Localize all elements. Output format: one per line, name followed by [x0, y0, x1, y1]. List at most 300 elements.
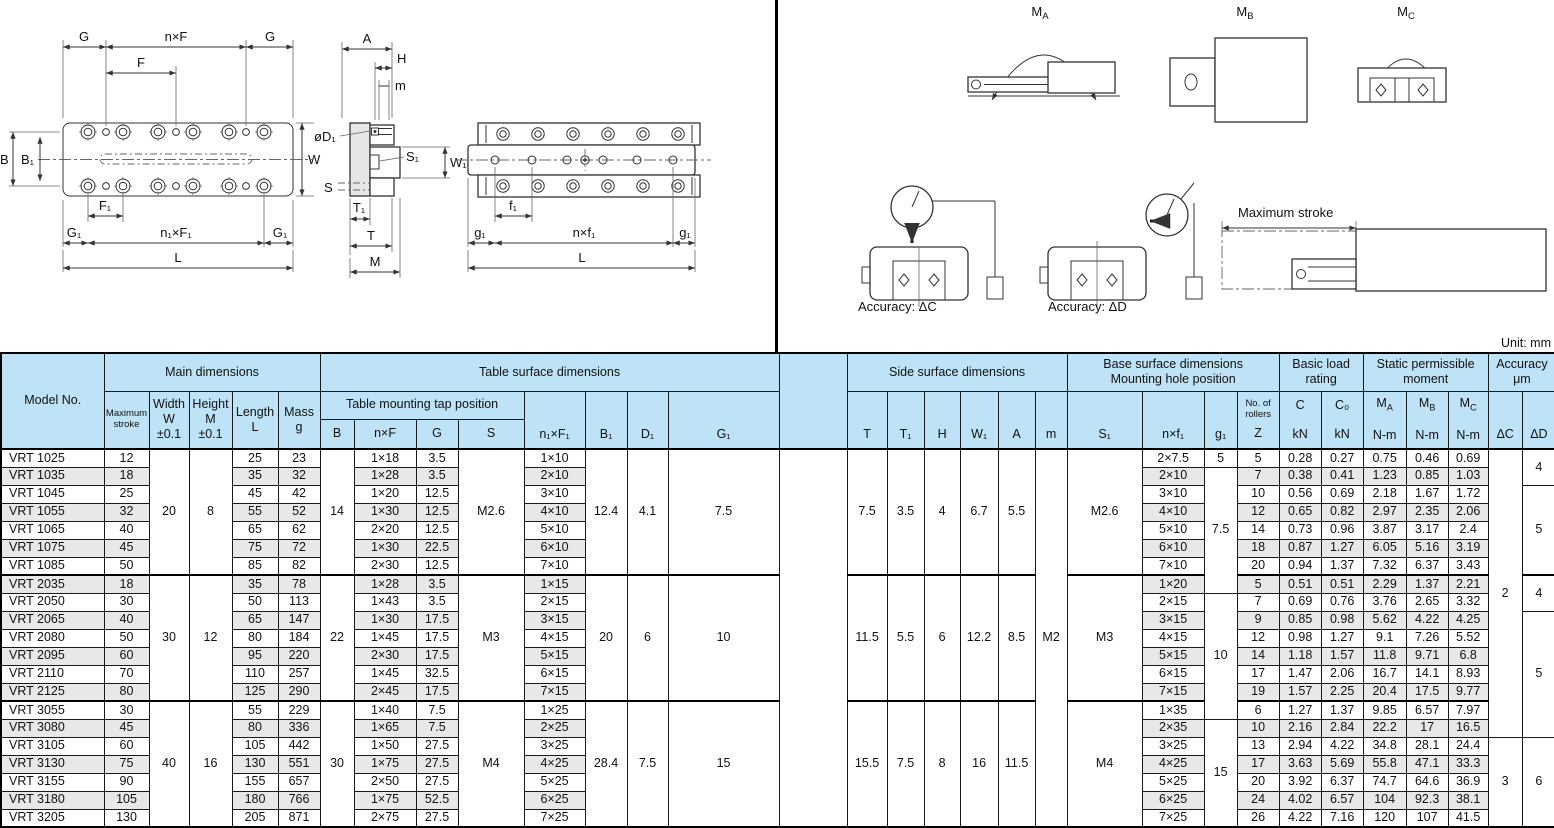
drawing-accuracy	[840, 155, 1554, 325]
mb-cell: 47.1	[1406, 755, 1448, 773]
ma-cell: 74.7	[1363, 773, 1406, 791]
n1xf1-cell: 2×15	[524, 593, 585, 611]
mass-cell: 82	[278, 557, 320, 575]
stroke-cell: 18	[104, 467, 149, 485]
merged-cell-g1: 10	[1204, 593, 1237, 719]
z-cell: 9	[1237, 611, 1279, 629]
n1xf1-cell: 1×15	[524, 575, 585, 593]
merged-cell-G1: 15	[668, 701, 779, 827]
mass-cell: 32	[278, 467, 320, 485]
mb-cell: 0.85	[1406, 467, 1448, 485]
nxf-cell: 1×28	[354, 467, 416, 485]
nxf-cell: 1×45	[354, 665, 416, 683]
mc-cell: 4.25	[1448, 611, 1488, 629]
g-cell: 22.5	[416, 539, 458, 557]
dim-label-a: A	[362, 31, 372, 46]
c0-cell: 1.57	[1321, 647, 1363, 665]
drawing-cross-section	[300, 0, 480, 312]
nxf1-cell: 4×15	[1142, 629, 1204, 647]
n1xf1-cell: 4×25	[524, 755, 585, 773]
z-cell: 17	[1237, 665, 1279, 683]
c-cell: 2.16	[1279, 719, 1321, 737]
group-header-table-surface: Table surface dimensions	[320, 353, 779, 391]
g-cell: 17.5	[416, 647, 458, 665]
n1xf1-cell: 6×15	[524, 665, 585, 683]
z-cell: 26	[1237, 809, 1279, 827]
g-cell: 3.5	[416, 593, 458, 611]
mb-cell: 9.71	[1406, 647, 1448, 665]
dim-label-g1-side-right: g₁	[679, 225, 691, 240]
col-header-mass: Mass g	[278, 391, 320, 449]
z-cell: 14	[1237, 521, 1279, 539]
col-header-nxf1: n×f₁	[1142, 391, 1204, 449]
col-header-n1xf1: n₁×F₁	[524, 391, 585, 449]
length-cell: 95	[232, 647, 278, 665]
n1xf1-cell: 7×25	[524, 809, 585, 827]
nxf1-cell: 2×35	[1142, 719, 1204, 737]
nxf-cell: 1×30	[354, 611, 416, 629]
c0-cell: 6.57	[1321, 791, 1363, 809]
nxf1-cell: 7×10	[1142, 557, 1204, 575]
mb-cell: 7.26	[1406, 629, 1448, 647]
mass-cell: 72	[278, 539, 320, 557]
n1xf1-cell: 6×10	[524, 539, 585, 557]
model-cell: VRT 3105	[1, 737, 104, 755]
merged-cell-sp	[779, 449, 847, 827]
c0-cell: 0.51	[1321, 575, 1363, 593]
col-header-mb: $M_B$ N-m	[1406, 391, 1448, 449]
dim-label-s: S	[324, 180, 333, 195]
dim-label-g-right: G	[264, 29, 276, 44]
ma-cell: 0.75	[1363, 449, 1406, 467]
n1xf1-cell: 7×15	[524, 683, 585, 701]
n1xf1-cell: 4×10	[524, 503, 585, 521]
merged-cell-B1: 20	[585, 575, 627, 701]
mc-cell: 5.52	[1448, 629, 1488, 647]
merged-cell-D1: 4.1	[627, 449, 668, 575]
mass-cell: 229	[278, 701, 320, 719]
nxf1-cell: 3×15	[1142, 611, 1204, 629]
length-cell: 205	[232, 809, 278, 827]
stroke-cell: 12	[104, 449, 149, 467]
merged-cell-S1: M4	[1067, 701, 1142, 827]
mc-cell: 9.77	[1448, 683, 1488, 701]
g-cell: 7.5	[416, 719, 458, 737]
length-cell: 155	[232, 773, 278, 791]
table-row	[1, 575, 1554, 593]
length-cell: 55	[232, 701, 278, 719]
n1xf1-cell: 1×10	[524, 449, 585, 467]
c0-cell: 1.27	[1321, 629, 1363, 647]
mb-cell: 17	[1406, 719, 1448, 737]
mc-cell: 0.69	[1448, 449, 1488, 467]
merged-cell-m: M2	[1035, 449, 1067, 827]
dim-label-m: m	[395, 78, 406, 93]
n1xf1-cell: 5×25	[524, 773, 585, 791]
group-header-static-moment: Static permissible moment	[1363, 353, 1488, 391]
ma-cell: 5.62	[1363, 611, 1406, 629]
dim-label-m2: M	[369, 254, 381, 269]
c0-cell: 4.22	[1321, 737, 1363, 755]
stroke-cell: 30	[104, 701, 149, 719]
merged-cell-g1: 15	[1204, 719, 1237, 827]
nxf-cell: 1×18	[354, 449, 416, 467]
mc-cell: 1.03	[1448, 467, 1488, 485]
nxf-cell: 1×28	[354, 575, 416, 593]
g-cell: 52.5	[416, 791, 458, 809]
col-header-dc: ΔC	[1488, 391, 1522, 449]
c0-cell: 1.27	[1321, 539, 1363, 557]
ma-cell: 104	[1363, 791, 1406, 809]
bolt-holes-icon	[79, 123, 273, 195]
col-header-m: m	[1035, 391, 1067, 449]
n1xf1-cell: 2×25	[524, 719, 585, 737]
stroke-cell: 105	[104, 791, 149, 809]
mc-cell: 36.9	[1448, 773, 1488, 791]
col-header-rollers: No. of rollers Z	[1237, 391, 1279, 449]
nxf1-cell: 3×10	[1142, 485, 1204, 503]
dim-label-f: F	[137, 55, 145, 70]
merged-cell-S: M2.6	[458, 449, 524, 575]
mb-cell: 6.57	[1406, 701, 1448, 719]
nxf-cell: 1×45	[354, 629, 416, 647]
model-cell: VRT 1075	[1, 539, 104, 557]
n1xf1-cell: 7×10	[524, 557, 585, 575]
dim-label-s1: S₁	[406, 149, 420, 164]
c0-cell: 0.69	[1321, 485, 1363, 503]
mb-cell: 5.16	[1406, 539, 1448, 557]
merged-cell-dC: 2	[1488, 449, 1522, 737]
mb-cell: 17.5	[1406, 683, 1448, 701]
c0-cell: 0.98	[1321, 611, 1363, 629]
c-cell: 0.65	[1279, 503, 1321, 521]
g-cell: 27.5	[416, 737, 458, 755]
c-cell: 0.56	[1279, 485, 1321, 503]
mc-cell: 2.4	[1448, 521, 1488, 539]
merged-cell-W1: 6.7	[960, 449, 998, 575]
g-cell: 17.5	[416, 629, 458, 647]
c-cell: 0.94	[1279, 557, 1321, 575]
z-cell: 10	[1237, 485, 1279, 503]
mb-cell: 4.22	[1406, 611, 1448, 629]
stroke-cell: 75	[104, 755, 149, 773]
nxf-cell: 1×20	[354, 485, 416, 503]
nxf1-cell: 6×25	[1142, 791, 1204, 809]
mass-cell: 23	[278, 449, 320, 467]
n1xf1-cell: 3×25	[524, 737, 585, 755]
z-cell: 17	[1237, 755, 1279, 773]
mass-cell: 113	[278, 593, 320, 611]
model-cell: VRT 1055	[1, 503, 104, 521]
mb-cell: 64.6	[1406, 773, 1448, 791]
merged-cell-G1: 10	[668, 575, 779, 701]
nxf-cell: 1×43	[354, 593, 416, 611]
mb-cell: 1.37	[1406, 575, 1448, 593]
mass-cell: 62	[278, 521, 320, 539]
ma-cell: 2.97	[1363, 503, 1406, 521]
col-header-g1-cap: G₁	[668, 391, 779, 449]
c-cell: 0.98	[1279, 629, 1321, 647]
dim-label-g1-left: G₁	[66, 225, 82, 240]
merged-cell-S1: M2.6	[1067, 449, 1142, 575]
ma-cell: 1.23	[1363, 467, 1406, 485]
dim-label-f1: F₁	[98, 198, 112, 213]
merged-cell-dD: 5	[1522, 485, 1554, 575]
n1xf1-cell: 4×15	[524, 629, 585, 647]
mc-cell: 2.21	[1448, 575, 1488, 593]
mc-cell: 24.4	[1448, 737, 1488, 755]
merged-cell-S1: M3	[1067, 575, 1142, 701]
dim-label-t: T	[367, 228, 375, 243]
ma-cell: 2.29	[1363, 575, 1406, 593]
length-cell: 125	[232, 683, 278, 701]
merged-cell-W: 30	[149, 575, 189, 701]
mass-cell: 78	[278, 575, 320, 593]
dim-label-g1-right: G₁	[272, 225, 288, 240]
z-cell: 5	[1237, 449, 1279, 467]
mb-cell: 14.1	[1406, 665, 1448, 683]
stroke-cell: 40	[104, 521, 149, 539]
dim-label-l: L	[174, 250, 182, 265]
dim-label-nxf: n×F	[164, 29, 188, 44]
mc-cell: 7.97	[1448, 701, 1488, 719]
z-cell: 13	[1237, 737, 1279, 755]
mc-cell: 3.32	[1448, 593, 1488, 611]
merged-cell-B: 14	[320, 449, 354, 575]
dim-label-f1-side: f₁	[509, 198, 517, 213]
group-header-side-surface: Side surface dimensions	[847, 353, 1067, 391]
col-header-s: S	[458, 419, 524, 449]
length-cell: 75	[232, 539, 278, 557]
length-cell: 35	[232, 575, 278, 593]
model-cell: VRT 2050	[1, 593, 104, 611]
mass-cell: 551	[278, 755, 320, 773]
merged-cell-B1: 12.4	[585, 449, 627, 575]
c-cell: 1.18	[1279, 647, 1321, 665]
col-header-a: A	[998, 391, 1035, 449]
drawing-moments	[940, 0, 1554, 150]
g-cell: 3.5	[416, 467, 458, 485]
model-cell: VRT 1035	[1, 467, 104, 485]
mc-cell: 3.43	[1448, 557, 1488, 575]
mass-cell: 147	[278, 611, 320, 629]
dim-label-nxf1-side: n×f₁	[572, 225, 596, 240]
merged-cell-T: 15.5	[847, 701, 887, 827]
dim-label-g-left: G	[78, 29, 90, 44]
z-cell: 12	[1237, 503, 1279, 521]
mb-cell: 6.37	[1406, 557, 1448, 575]
model-cell: VRT 2125	[1, 683, 104, 701]
stroke-cell: 60	[104, 737, 149, 755]
spec-table	[0, 352, 1554, 828]
merged-cell-G1: 7.5	[668, 449, 779, 575]
merged-cell-dD: 4	[1522, 575, 1554, 611]
c0-cell: 0.82	[1321, 503, 1363, 521]
merged-cell-D1: 7.5	[627, 701, 668, 827]
c-cell: 2.94	[1279, 737, 1321, 755]
mb-cell: 92.3	[1406, 791, 1448, 809]
model-cell: VRT 2095	[1, 647, 104, 665]
mc-cell: 1.72	[1448, 485, 1488, 503]
z-cell: 10	[1237, 719, 1279, 737]
g-cell: 17.5	[416, 683, 458, 701]
merged-cell-A: 5.5	[998, 449, 1035, 575]
mc-cell: 33.3	[1448, 755, 1488, 773]
mass-cell: 42	[278, 485, 320, 503]
z-cell: 19	[1237, 683, 1279, 701]
col-header-model: Model No.	[1, 353, 104, 449]
nxf1-cell: 6×15	[1142, 665, 1204, 683]
nxf-cell: 1×75	[354, 791, 416, 809]
col-header-ma: $M_A$ N-m	[1363, 391, 1406, 449]
table-row	[1, 701, 1554, 719]
c0-cell: 0.41	[1321, 467, 1363, 485]
group-header-base-surface: Base surface dimensions Mounting hole position	[1067, 353, 1279, 391]
merged-cell-S: M4	[458, 701, 524, 827]
col-header-w1: W₁	[960, 391, 998, 449]
stroke-cell: 45	[104, 719, 149, 737]
merged-cell-dC: 3	[1488, 737, 1522, 827]
ma-cell: 6.05	[1363, 539, 1406, 557]
stroke-cell: 18	[104, 575, 149, 593]
col-header-c0: C₀ kN	[1321, 391, 1363, 449]
stroke-cell: 90	[104, 773, 149, 791]
mass-cell: 52	[278, 503, 320, 521]
max-stroke-label: Maximum stroke	[1238, 205, 1334, 220]
c0-cell: 5.69	[1321, 755, 1363, 773]
g-cell: 3.5	[416, 449, 458, 467]
stroke-cell: 130	[104, 809, 149, 827]
col-header-dd: ΔD	[1522, 391, 1554, 449]
model-cell: VRT 2065	[1, 611, 104, 629]
merged-cell-g1: 7.5	[1204, 467, 1237, 593]
ma-cell: 20.4	[1363, 683, 1406, 701]
dim-label-g1-side-left: g₁	[474, 225, 486, 240]
col-header-d1: D₁	[627, 391, 668, 449]
nxf1-cell: 6×10	[1142, 539, 1204, 557]
c0-cell: 0.27	[1321, 449, 1363, 467]
group-header-tap-position: Table mounting tap position	[320, 391, 524, 419]
dim-label-w1: W₁	[450, 155, 467, 170]
col-header-length: Length L	[232, 391, 278, 449]
dim-label-od1: øD₁	[314, 129, 336, 144]
col-header-c: C kN	[1279, 391, 1321, 449]
mass-cell: 336	[278, 719, 320, 737]
merged-cell-W: 20	[149, 449, 189, 575]
mb-cell: 3.17	[1406, 521, 1448, 539]
nxf-cell: 1×40	[354, 701, 416, 719]
mass-cell: 290	[278, 683, 320, 701]
merged-cell-D1: 6	[627, 575, 668, 701]
merged-cell-dD: 5	[1522, 611, 1554, 737]
nxf-cell: 1×75	[354, 755, 416, 773]
z-cell: 7	[1237, 467, 1279, 485]
col-header-nxf: n×F	[354, 419, 416, 449]
model-cell: VRT 3155	[1, 773, 104, 791]
nxf1-cell: 1×20	[1142, 575, 1204, 593]
nxf1-cell: 5×10	[1142, 521, 1204, 539]
nxf1-cell: 4×25	[1142, 755, 1204, 773]
merged-cell-H: 6	[924, 575, 960, 701]
n1xf1-cell: 5×15	[524, 647, 585, 665]
model-cell: VRT 2080	[1, 629, 104, 647]
mc-cell: 2.06	[1448, 503, 1488, 521]
dim-label-n1xf1: n₁×F₁	[160, 225, 192, 240]
length-cell: 65	[232, 521, 278, 539]
mb-cell: 107	[1406, 809, 1448, 827]
stroke-cell: 50	[104, 557, 149, 575]
merged-cell-W: 40	[149, 701, 189, 827]
ma-cell: 9.1	[1363, 629, 1406, 647]
length-cell: 45	[232, 485, 278, 503]
mb-cell: 2.35	[1406, 503, 1448, 521]
stroke-cell: 60	[104, 647, 149, 665]
nxf-cell: 2×45	[354, 683, 416, 701]
ma-cell: 7.32	[1363, 557, 1406, 575]
c-cell: 1.57	[1279, 683, 1321, 701]
ma-cell: 120	[1363, 809, 1406, 827]
c-cell: 0.87	[1279, 539, 1321, 557]
ma-cell: 34.8	[1363, 737, 1406, 755]
nxf1-cell: 5×25	[1142, 773, 1204, 791]
z-cell: 20	[1237, 557, 1279, 575]
dim-label-h: H	[397, 51, 407, 66]
model-cell: VRT 3205	[1, 809, 104, 827]
mb-cell: 0.46	[1406, 449, 1448, 467]
g-cell: 17.5	[416, 611, 458, 629]
length-cell: 130	[232, 755, 278, 773]
z-cell: 7	[1237, 593, 1279, 611]
z-cell: 6	[1237, 701, 1279, 719]
mc-cell: 8.93	[1448, 665, 1488, 683]
length-cell: 80	[232, 629, 278, 647]
spec-table-body	[1, 449, 1554, 827]
g-cell: 32.5	[416, 665, 458, 683]
ma-cell: 11.8	[1363, 647, 1406, 665]
c-cell: 3.63	[1279, 755, 1321, 773]
merged-cell-T: 7.5	[847, 449, 887, 575]
mb-cell: 2.65	[1406, 593, 1448, 611]
mass-cell: 766	[278, 791, 320, 809]
c0-cell: 2.06	[1321, 665, 1363, 683]
mass-cell: 257	[278, 665, 320, 683]
ma-cell: 2.18	[1363, 485, 1406, 503]
stroke-cell: 45	[104, 539, 149, 557]
col-header-h: H	[924, 391, 960, 449]
model-cell: VRT 1085	[1, 557, 104, 575]
merged-cell-B: 30	[320, 701, 354, 827]
col-header-b1: B₁	[585, 391, 627, 449]
g-cell: 12.5	[416, 557, 458, 575]
ma-cell: 55.8	[1363, 755, 1406, 773]
merged-cell-M: 16	[189, 701, 232, 827]
ma-cell: 16.7	[1363, 665, 1406, 683]
c-cell: 1.27	[1279, 701, 1321, 719]
group-header-accuracy: Accuracy μm	[1488, 353, 1554, 391]
merged-cell-B: 22	[320, 575, 354, 701]
length-cell: 50	[232, 593, 278, 611]
c-cell: 4.22	[1279, 809, 1321, 827]
n1xf1-cell: 3×10	[524, 485, 585, 503]
merged-cell-T1: 7.5	[887, 701, 924, 827]
col-header-width: Width W ±0.1	[149, 391, 189, 449]
nxf1-cell: 2×7.5	[1142, 449, 1204, 467]
ma-cell: 3.87	[1363, 521, 1406, 539]
nxf1-cell: 7×15	[1142, 683, 1204, 701]
col-header-t1: T₁	[887, 391, 924, 449]
ma-cell: 22.2	[1363, 719, 1406, 737]
col-header-b: B	[320, 419, 354, 449]
